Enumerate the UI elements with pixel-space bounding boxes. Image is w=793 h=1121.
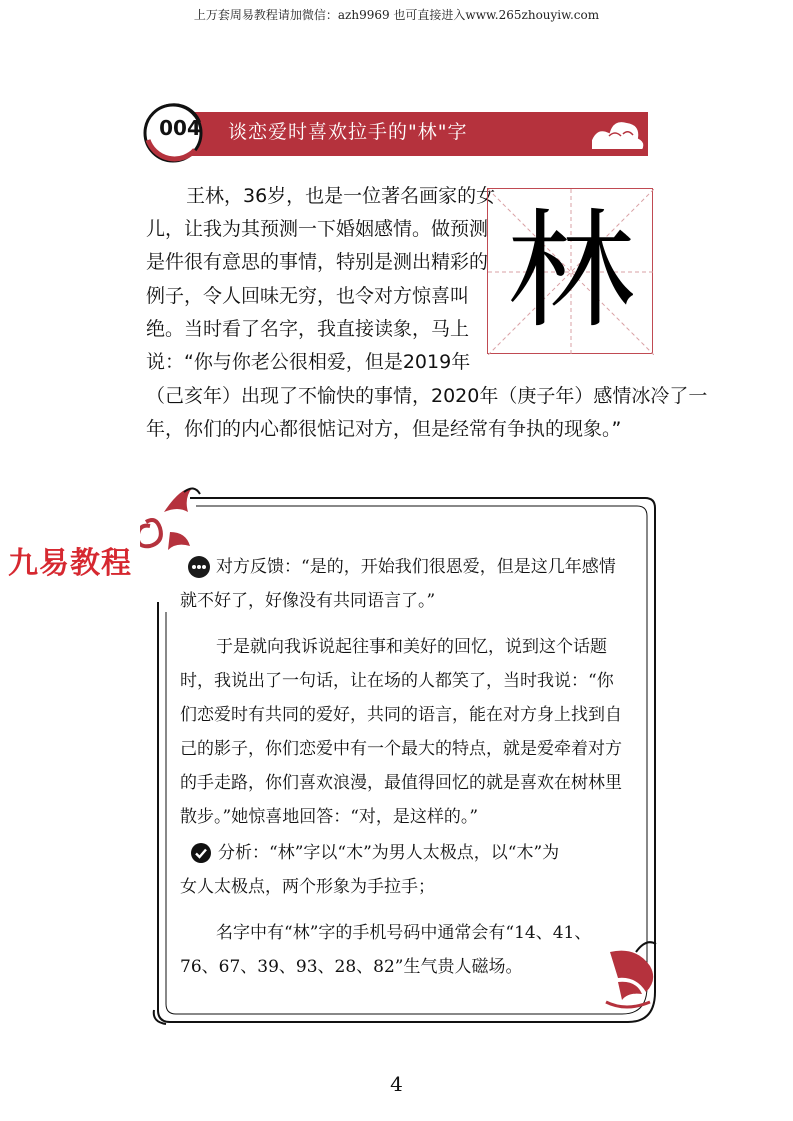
intro-line: 王林，36岁，也是一位著名画家的女 bbox=[186, 185, 496, 207]
analysis-line: 分析：“林”字以“木”为男人太极点，以“木”为 bbox=[218, 843, 560, 863]
phone-tip-line: 76、67、39、93、28、82”生气贵人磁场。 bbox=[180, 957, 523, 977]
intro-line: 例子，令人回味无穷，也令对方惊喜叫 bbox=[146, 285, 470, 307]
intro-line: 是件很有意思的事情，特别是测出精彩的 bbox=[146, 251, 489, 273]
story-line: 时，我说出了一句话，让在场的人都笑了，当时我说：“你 bbox=[180, 671, 614, 691]
chapter-number: 004 bbox=[159, 116, 201, 140]
character-card bbox=[487, 188, 653, 354]
story-line: 己的影子，你们恋爱中有一个最大的特点，就是爱牵着对方 bbox=[180, 739, 622, 759]
chat-bubble-icon bbox=[188, 556, 210, 578]
intro-line: 说：“你与你老公很相爱，但是2019年 bbox=[146, 351, 471, 373]
analysis-line: 女人太极点，两个形象为手拉手； bbox=[180, 877, 435, 897]
phone-tip-line: 名字中有“林”字的手机号码中通常会有“14、41、 bbox=[216, 923, 592, 943]
header-note: 上万套周易教程请加微信：azh9969 也可直接进入www.265zhouyiw.com bbox=[193, 8, 600, 22]
check-circle-icon bbox=[190, 842, 212, 864]
chapter-title: 谈恋爱时喜欢拉手的"林"字 bbox=[228, 121, 468, 143]
intro-line: （己亥年）出现了不愉快的事情，2020年（庚子年）感情冰冷了一 bbox=[146, 385, 708, 407]
story-line: 于是就向我诉说起往事和美好的回忆，说到这个话题 bbox=[216, 637, 607, 657]
watermark-logo: 九易教程 bbox=[8, 546, 132, 581]
story-line: 的手走路，你们喜欢浪漫，最值得回忆的就是喜欢在树林里 bbox=[180, 773, 622, 793]
cloud-ornament-icon bbox=[585, 110, 649, 156]
page-number: 4 bbox=[390, 1072, 403, 1096]
story-line: 们恋爱时有共同的爱好，共同的语言，能在对方身上找到自 bbox=[180, 705, 622, 725]
feedback-line: 对方反馈：“是的，开始我们很恩爱，但是这几年感情 bbox=[216, 557, 616, 577]
featured-character: 林 bbox=[506, 197, 635, 346]
intro-line: 年，你们的内心都很惦记对方，但是经常有争执的现象。” bbox=[146, 418, 622, 440]
story-line: 散步。”她惊喜地回答：“对，是这样的。” bbox=[180, 807, 479, 827]
feedback-line: 就不好了，好像没有共同语言了。” bbox=[180, 591, 436, 611]
intro-line: 儿，让我为其预测一下婚姻感情。做预测 bbox=[146, 218, 489, 240]
intro-line: 绝。当时看了名字，我直接读象，马上 bbox=[146, 318, 470, 340]
